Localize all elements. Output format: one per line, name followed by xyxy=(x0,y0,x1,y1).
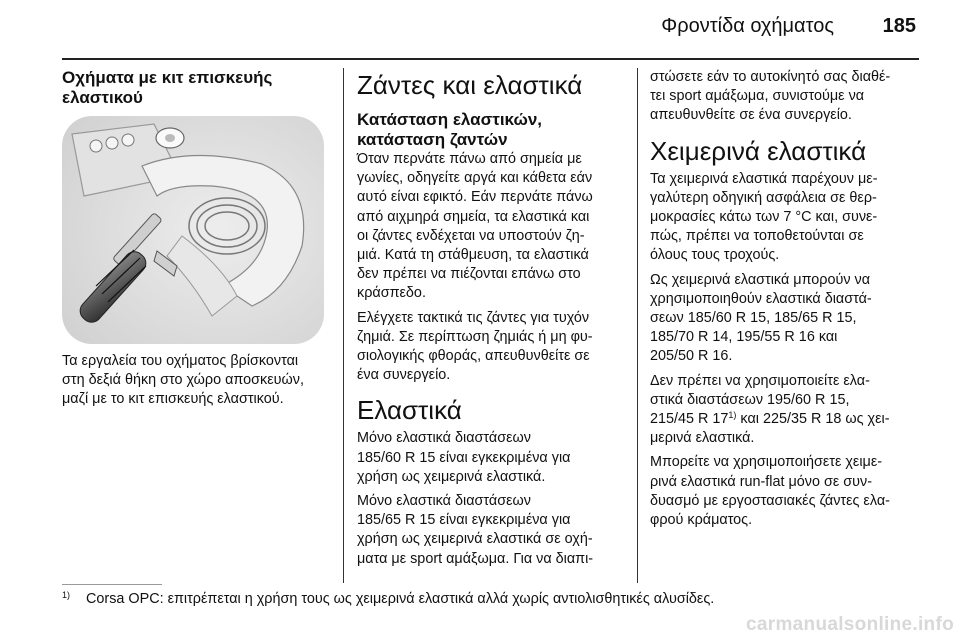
footnote-divider xyxy=(62,584,162,585)
column-divider-2 xyxy=(637,68,638,583)
paragraph-approved-185-65: Μόνο ελαστικά διαστάσεων 185/65 R 15 είναι εγκεκριμένα για χρήση ως χειμερινά ελαστικά σε οχή- ματα με sport αμάξωμα. Για να διαπι- xyxy=(357,493,594,567)
section-title: Φροντίδα οχήματος xyxy=(661,15,834,37)
middle-column xyxy=(357,68,625,574)
section-heading-repair-kit: Οχήματα με κιτ επισκευής ελαστικού xyxy=(62,68,273,107)
illustration-caption: Τα εργαλεία του οχήματος βρίσκονται στη δεξιά θήκη στο χώρο αποσκευών, μαζί με το κιτ επισκευής ελαστικού. xyxy=(62,353,304,408)
page-number: 185 xyxy=(882,15,916,37)
subheading-condition: Κατάσταση ελαστικών, κατάσταση ζαντών xyxy=(357,110,542,149)
winter-tyres-title: Χειμερινά ελαστικά xyxy=(650,135,867,166)
paragraph-approved-185-60: Μόνο ελαστικά διαστάσεων 185/60 R 15 είναι εγκεκριμένα για χρήση ως χειμερινά ελαστικά. xyxy=(357,430,571,485)
footnote-reference: 1) xyxy=(728,410,737,421)
header-divider xyxy=(62,58,919,60)
paragraph-check-rims: Ελέγχετε τακτικά τις ζάντες για τυχόν ζημιά. Σε περίπτωση ζημιάς ή μη φυ- σιολογικής φθοράς, απευθυνθείτε σε ένα συνεργείο. xyxy=(357,309,593,384)
paragraph-winter-sizes: Ως χειμερινά ελαστικά μπορούν να χρησιμοποιηθούν ελαστικά διαστά- σεων 185/60 R 15, 185/65 R 15, 185/70 R 14, 195/55 R 16 και 205/50 R 16. xyxy=(650,271,872,365)
chapter-title: Ζάντες και ελαστικά xyxy=(357,70,583,100)
left-column xyxy=(62,68,330,415)
watermark: carmanualsonline.info xyxy=(746,614,954,635)
footnote xyxy=(62,590,714,607)
paragraph-run-flat: Μπορείτε να χρησιμοποιήσετε χειμε- ρινά ελαστικά run-flat μόνο σε συν- δυασμό με εργοστασιακές ζάντες ελα- φρού κράματος. xyxy=(650,454,890,529)
column-divider-1 xyxy=(343,68,344,583)
trunk-tools-illustration xyxy=(62,116,324,344)
paragraph-condition: Όταν περνάτε πάνω από σημεία με γωνίες, οδηγείτε αργά και κάθετα εάν αυτό είναι εφικτό. Εάν περνάτε πάνω από αιχμηρά σημεία, τα ελαστικά και οι ζάντες ενδέχεται να υποστούν ζη- μιά. Κατά τη στάθμευση, τα ελαστικά δεν πρέπει να πιέζονται επάνω στο κράσπεδο. xyxy=(357,151,593,302)
paragraph-continuation: στώσετε εάν το αυτοκίνητό σας διαθέ- τει sport αμάξωμα, συνιστούμε να απευθυνθείτε σε ένα συνεργείο. xyxy=(650,69,891,124)
footnote-text: Corsa OPC: επιτρέπεται η χρήση τους ως χειμερινά ελαστικά αλλά χωρίς αντιολισθητικές αλυσίδες. xyxy=(86,591,715,607)
footnote-mark: 1) xyxy=(62,590,71,600)
right-column xyxy=(650,68,926,535)
tyres-title: Ελαστικά xyxy=(357,395,462,426)
paragraph-not-permitted-sizes: Δεν πρέπει να χρησιμοποιείτε ελα- στικά διαστάσεων 195/60 R 15, 215/45 R 17$^{1)}$ και 225/35 R 18 ως χει- μερινά ελαστικά. xyxy=(650,372,890,447)
paragraph-winter-safety: Τα χειμερινά ελαστικά παρέχουν με- γαλύτερη οδηγική ασφάλεια σε θερ- μοκρασίες κάτω των 7 °C και, συνε- πώς, πρέπει να τοποθετούνται σε όλους τους τροχούς. xyxy=(650,170,878,264)
